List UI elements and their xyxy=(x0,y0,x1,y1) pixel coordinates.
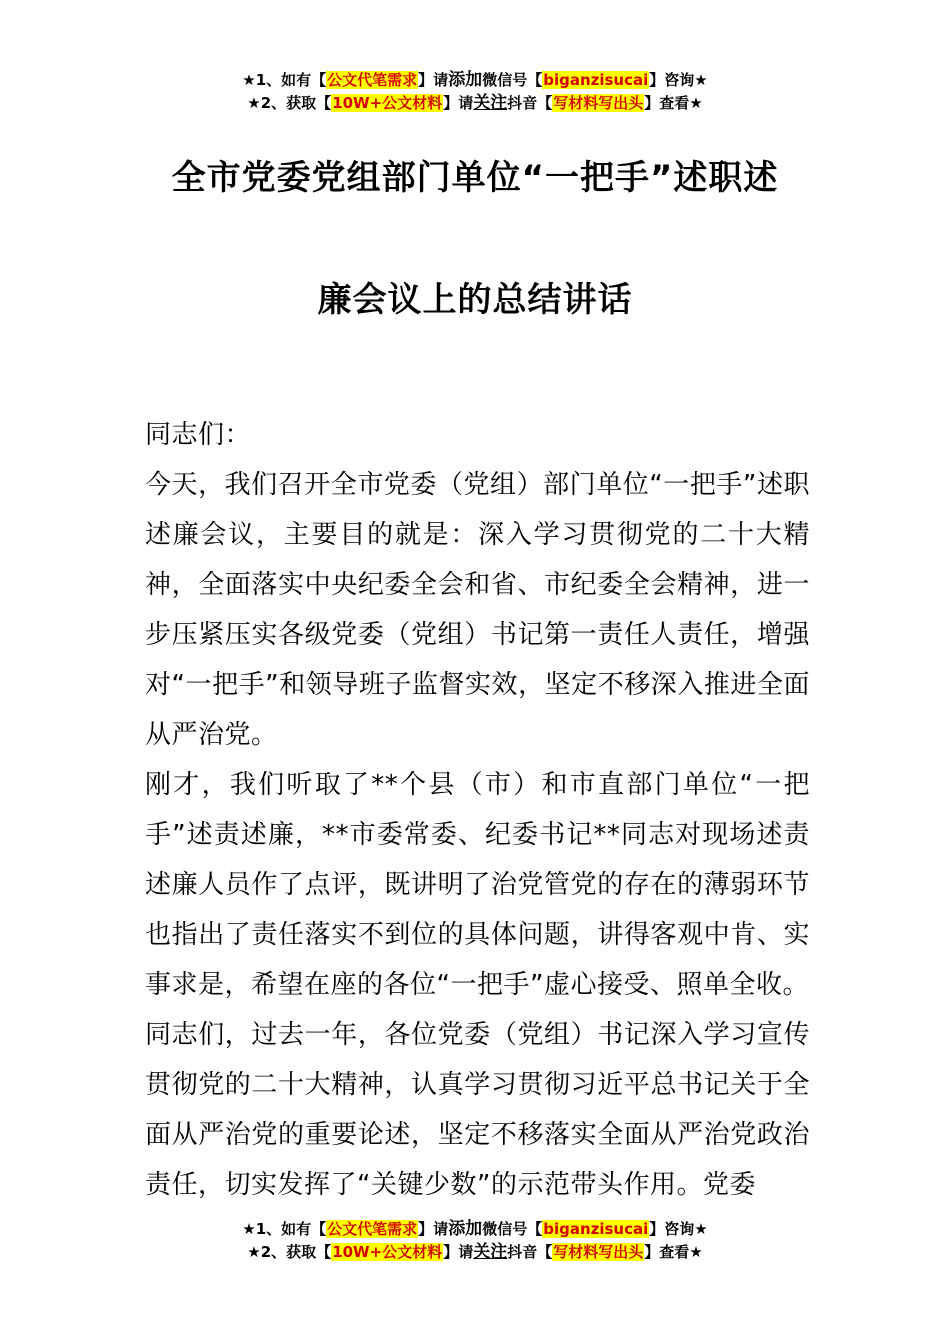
promo-line-1: ★1、如有【公文代笔需求】请添加微信号【biganzisucai】咨询★ xyxy=(242,70,708,90)
promo-line-2: ★2、获取【10W+公文材料】请关注抖音【写材料写出头】查看★ xyxy=(247,1242,703,1262)
highlight-douyin-account: 写材料写出头 xyxy=(553,1243,644,1261)
document-body xyxy=(145,410,810,1210)
salutation: 同志们： xyxy=(145,420,252,450)
paragraph: 同志们，过去一年，各位党委（党组）书记深入学习宣传贯彻党的二十大精神，认真学习贯彻习近平总书记关于全面从严治党的重要论述，坚定不移落实全面从严治党政治责任，切实发挥了“关键少数”的示范带头作用。党委 xyxy=(145,1020,810,1200)
highlight-service: 公文代笔需求 xyxy=(327,1220,418,1238)
paragraph: 今天，我们召开全市党委（党组）部门单位“一把手”述职述廉会议，主要目的就是：深入学习贯彻党的二十大精神，全面落实中央纪委全会和省、市纪委全会精神，进一步压紧压实各级党委（党组）书记第一责任人责任，增强对“一把手”和领导班子监督实效，坚定不移深入推进全面从严治党。 xyxy=(145,470,810,750)
promo-banner-bottom xyxy=(0,1218,950,1264)
promo-line-2: ★2、获取【10W+公文材料】请关注抖音【写材料写出头】查看★ xyxy=(247,93,703,113)
highlight-wechat-id: biganzisucai xyxy=(543,71,649,89)
promo-line-1: ★1、如有【公文代笔需求】请添加微信号【biganzisucai】咨询★ xyxy=(242,1219,708,1239)
document-title-line-1: 全市党委党组部门单位“一把手”述职述 xyxy=(171,158,779,198)
highlight-douyin-account: 写材料写出头 xyxy=(553,94,644,112)
promo-banner-top xyxy=(0,69,950,115)
highlight-wechat-id: biganzisucai xyxy=(543,1220,649,1238)
document-title-line-2: 廉会议上的总结讲话 xyxy=(317,280,633,320)
highlight-service: 公文代笔需求 xyxy=(327,71,418,89)
highlight-materials: 10W+公文材料 xyxy=(332,94,443,112)
paragraph: 刚才，我们听取了**个县（市）和市直部门单位“一把手”述责述廉，**市委常委、纪委书记**同志对现场述责述廉人员作了点评，既讲明了治党管党的存在的薄弱环节也指出了责任落实不到位的具体问题，讲得客观中肯、实事求是，希望在座的各位“一把手”虚心接受、照单全收。 xyxy=(145,770,810,1000)
highlight-materials: 10W+公文材料 xyxy=(332,1243,443,1261)
